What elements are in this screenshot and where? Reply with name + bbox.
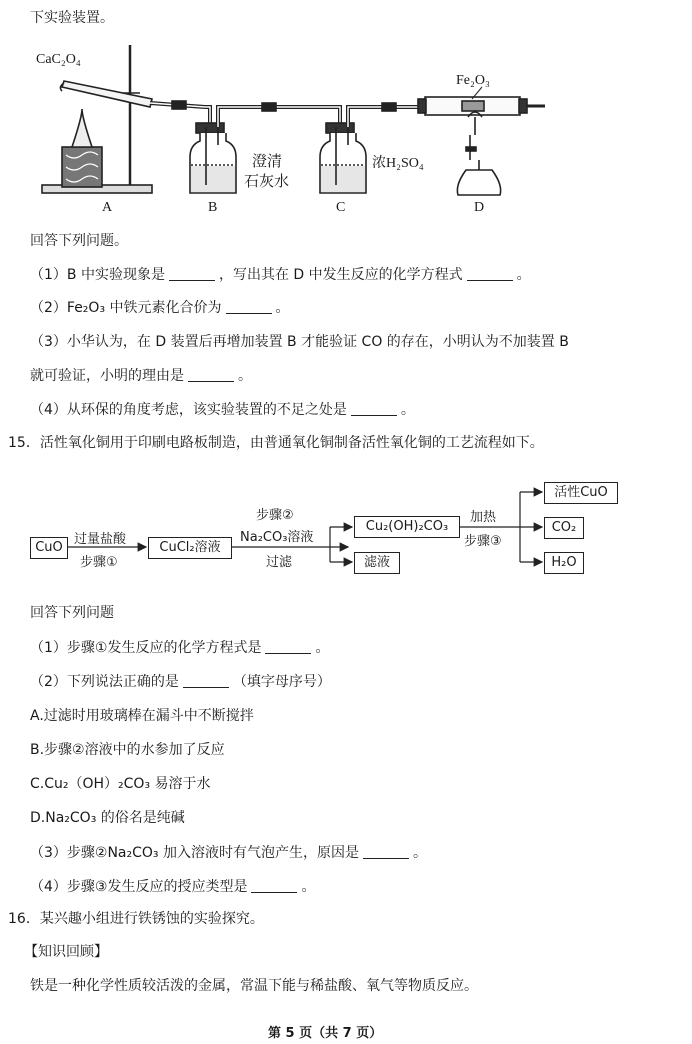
answer-blank[interactable] [251,878,297,893]
flow-product-co2: CO₂ [544,517,584,539]
q14-item-1: （1）B 中实验现象是 ，写出其在 D 中发生反应的化学方程式 。 [30,267,531,283]
flow-product-cuo: 活性CuO [544,482,618,504]
q14-item-2: （2）Fe₂O₃ 中铁元素化合价为 。 [30,300,290,316]
label-d: D [474,200,485,215]
q15-prompt: 回答下列问题 [30,605,114,621]
flame-a [72,109,92,147]
label-b: B [208,200,218,215]
fe2o3-sample [462,101,484,111]
q15-item-2: （2）下列说法正确的是 （填字母序号） [30,674,331,690]
q15-option-d: D.Na₂CO₃ 的俗名是纯碱 [30,810,185,826]
answer-blank[interactable] [351,401,397,416]
alcohol-lamp-d [457,170,500,195]
flow-step1-reagent: 过量盐酸 [74,532,127,547]
flow-cu2oh2co3: Cu₂(OH)₂CO₃ [354,516,460,538]
flow-step3-label: 步骤③ [464,534,502,549]
flow-cucl2: CuCl₂溶液 [148,537,232,559]
label-a: A [102,200,113,215]
flow-step3-condition: 加热 [470,510,497,525]
reagent-b-label-2: 石灰水 [244,174,290,190]
answer-blank[interactable] [467,266,513,281]
q15-option-b: B.步骤②溶液中的水参加了反应 [30,742,225,758]
q15-item-4: （4）步骤③发生反应的授应类型是 。 [30,879,316,895]
reagent-c-label: 浓H₂SO₄ [372,156,424,171]
q14-prompt: 回答下列问题。 [30,233,128,249]
answer-blank[interactable] [265,639,311,654]
label-c: C [336,200,346,215]
page-footer: 第 5 页（共 7 页） [268,1026,383,1041]
flow-step1-label: 步骤① [80,555,118,570]
flow-step2-filter: 过滤 [266,555,293,570]
flow-cuo: CuO [30,537,68,559]
reagent-d-label: Fe₂O₃ [456,73,490,88]
q15-option-a: A.过滤时用玻璃棒在漏斗中不断搅拌 [30,708,254,724]
q16-section: 【知识回顾】 [24,944,108,960]
q16-title: 16．某兴趣小组进行铁锈蚀的实验探究。 [8,911,264,927]
intro-text: 下实验装置。 [30,10,114,26]
q14-item-3-cont: 就可验证，小明的理由是 。 [30,368,252,384]
flow-product-h2o: H₂O [544,552,584,574]
answer-blank[interactable] [363,844,409,859]
q14-item-3: （3）小华认为，在 D 装置后再增加装置 B 才能验证 CO 的存在，小明认为不加装置 B [30,334,569,350]
apparatus-diagram [0,35,692,220]
flow-step2-reagent: Na₂CO₃溶液 [240,530,314,545]
answer-blank[interactable] [188,367,234,382]
answer-blank[interactable] [183,673,229,688]
flow-step2-label: 步骤② [256,508,294,523]
q16-text: 铁是一种化学性质较活泼的金属，常温下能与稀盐酸、氧气等物质反应。 [30,978,478,994]
test-tube-a [62,81,152,107]
q15-item-1: （1）步骤①发生反应的化学方程式是 。 [30,640,330,656]
reagent-b-label-1: 澄清 [252,154,283,170]
q15-item-3: （3）步骤②Na₂CO₃ 加入溶液时有气泡产生，原因是 。 [30,845,427,861]
reagent-a-label: CaC₂O₄ [36,52,81,67]
q15-title: 15．活性氧化铜用于印刷电路板制造，由普通氧化铜制备活性氧化铜的工艺流程如下。 [8,435,544,451]
answer-blank[interactable] [169,266,215,281]
flow-filtrate: 滤液 [354,552,400,574]
answer-blank[interactable] [226,299,272,314]
q15-option-c: C.Cu₂（OH）₂CO₃ 易溶于水 [30,776,211,792]
q14-item-4: （4）从环保的角度考虑，该实验装置的不足之处是 。 [30,402,415,418]
